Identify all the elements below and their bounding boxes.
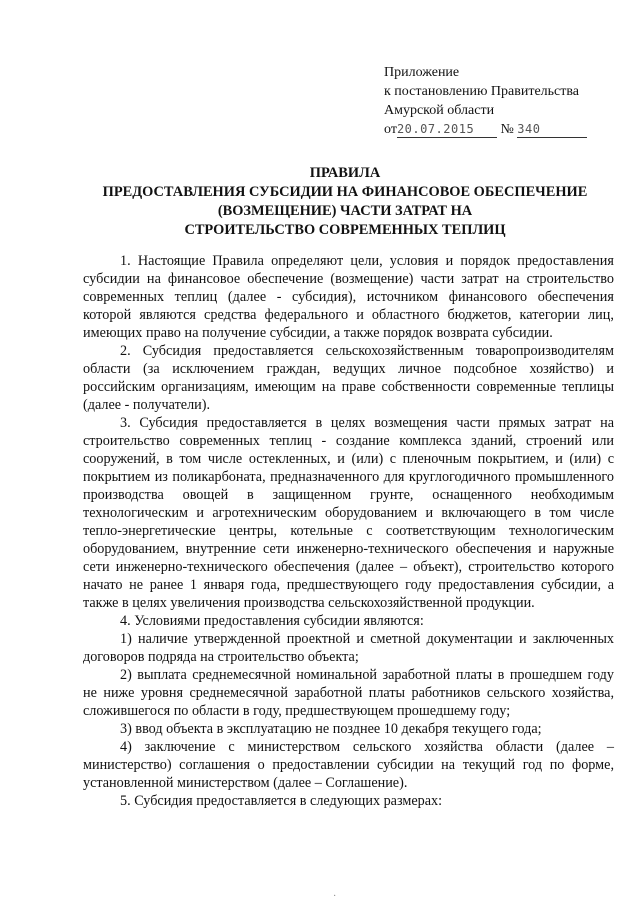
appendix-line-1: Приложение	[384, 65, 460, 80]
number-field	[517, 122, 587, 138]
appendix-line-3: Амурской области	[384, 103, 495, 118]
paragraph-2: 2. Субсидия предоставляется сельскохозяйственным товаропроизводителям области (за исключением граждан, ведущих личное подсобное хозяйство) и российским организациям, имеющим на праве собственности современные теплицы (далее - получатели).	[83, 343, 614, 413]
paragraph-4: 4. Условиями предоставления субсидии являются:	[120, 613, 424, 629]
document-title	[70, 164, 620, 240]
appendix-line-2: к постановлению Правительства	[384, 84, 580, 99]
paragraph-5: 5. Субсидия предоставляется в следующих размерах:	[120, 793, 443, 809]
condition-2: 2) выплата среднемесячной номинальной заработной платы в прошедшем году не ниже уровня среднемесячной заработной платы работников сельского хозяйства, сложившегося по области в году, предшествующем прошедшему году;	[83, 667, 614, 719]
appendix-date-line	[384, 120, 587, 139]
date-field	[397, 122, 497, 138]
paragraph-3: 3. Субсидия предоставляется в целях возмещения части прямых затрат на строительство современных теплиц - создание комплекса зданий, строений или сооружений, в том числе остекленных, и (или) с пленочным покрытием, и (или) с покрытием из поликарбоната, предназначенного для круглогодичного промышленного производства овощей в защищенном грунте, оснащенного необходимым технологическим и агротехническим оборудованием и включающего в том числе тепло-энергетические центры, котельные с соответствующим технологическим оборудованием, внутренние сети инженерно-технического обеспечения и наружные сети инженерно-технического обеспечения (далее – объект), строительство которого начато не ранее 1 января года, предшествующего году предоставления субсидии, а также в целях увеличения производства сельскохозяйственной продукции.	[83, 415, 614, 611]
condition-4: 4) заключение с министерством сельского хозяйства области (далее – министерство) соглашения о предоставлении субсидии на текущий год по форме, установленной министерством (далее – Соглашение).	[83, 739, 614, 791]
date-value: 20.07.2015	[396, 122, 475, 136]
title-line-2: ПРЕДОСТАВЛЕНИЯ СУБСИДИИ НА ФИНАНСОВОЕ ОБЕСПЕЧЕНИЕ	[102, 184, 588, 200]
title-line-4: СТРОИТЕЛЬСТВО СОВРЕМЕННЫХ ТЕПЛИЦ	[184, 222, 506, 238]
document-body	[83, 252, 614, 810]
title-line-3: (ВОЗМЕЩЕНИЕ) ЧАСТИ ЗАТРАТ НА	[217, 203, 473, 219]
title-line-1: ПРАВИЛА	[309, 165, 381, 181]
number-value: 340	[517, 122, 541, 136]
condition-1: 1) наличие утвержденной проектной и сметной документации и заключенных договоров подряда на строительство объекта;	[83, 631, 614, 665]
paragraph-1: 1. Настоящие Правила определяют цели, условия и порядок предоставления субсидии на финансовое обеспечение (возмещение) части затрат на строительство современных теплиц (далее - субсидия), источником финансового обеспечения которой являются средства федерального и областного бюджетов, категории лиц, имеющих право на получение субсидии, а также порядок возврата субсидии.	[83, 253, 614, 341]
appendix-header	[384, 63, 587, 139]
date-prefix: от	[384, 122, 397, 137]
number-sign: №	[500, 122, 514, 137]
condition-3: 3) ввод объекта в эксплуатацию не позднее 10 декабря текущего года;	[120, 721, 542, 737]
scan-speck: ·	[333, 891, 337, 902]
